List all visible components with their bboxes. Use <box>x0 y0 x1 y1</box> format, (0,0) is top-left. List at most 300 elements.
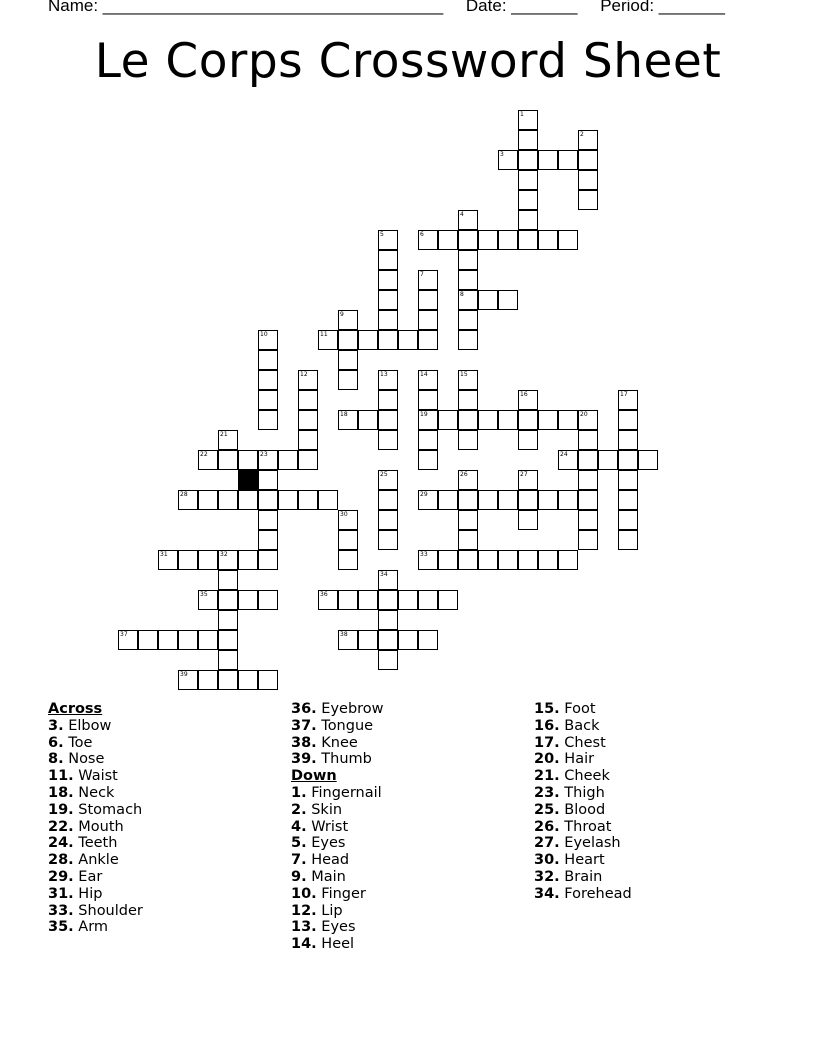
clue-item <box>48 785 278 802</box>
crossword-cell[interactable] <box>478 290 498 310</box>
cell-number: 4 <box>460 211 464 218</box>
crossword-cell[interactable] <box>478 230 498 250</box>
crossword-cell[interactable] <box>418 370 438 390</box>
clue-item <box>48 768 278 785</box>
cell-number: 12 <box>300 371 308 378</box>
crossword-cell[interactable] <box>638 450 658 470</box>
clue-text: Eyebrow <box>316 701 384 717</box>
crossword-cell[interactable] <box>578 150 598 170</box>
crossword-cell[interactable] <box>518 550 538 570</box>
crossword-cell[interactable] <box>458 270 478 290</box>
crossword-cell[interactable] <box>458 330 478 350</box>
crossword-cell[interactable] <box>198 590 218 610</box>
crossword-cell[interactable] <box>378 250 398 270</box>
crossword-cell[interactable] <box>338 510 358 530</box>
crossword-cell[interactable] <box>418 270 438 290</box>
clue-item <box>291 936 521 953</box>
crossword-cell[interactable] <box>518 170 538 190</box>
crossword-cell[interactable] <box>358 410 378 430</box>
clue-text: Thumb <box>316 751 372 768</box>
crossword-cell[interactable] <box>518 130 538 150</box>
cell-number: 35 <box>200 591 208 598</box>
clue-number: 36. <box>291 701 317 717</box>
crossword-cell[interactable] <box>618 470 638 490</box>
cell-number: 13 <box>380 371 388 378</box>
cell-number: 22 <box>200 451 208 458</box>
crossword-cell[interactable] <box>258 590 278 610</box>
clue-item <box>291 852 521 869</box>
date-field-label[interactable]: Date: _______ <box>465 0 578 15</box>
clue-number: 2. <box>291 801 307 818</box>
clue-item <box>48 919 278 936</box>
crossword-cell[interactable] <box>518 190 538 210</box>
crossword-cell[interactable] <box>498 150 518 170</box>
crossword-cell[interactable] <box>418 330 438 350</box>
crossword-cell[interactable] <box>338 370 358 390</box>
crossword-cell[interactable] <box>458 230 478 250</box>
crossword-cell[interactable] <box>378 270 398 290</box>
crossword-cell[interactable] <box>538 410 558 430</box>
crossword-cell[interactable] <box>398 630 418 650</box>
crossword-cell[interactable] <box>458 430 478 450</box>
clue-number: 26. <box>534 818 560 835</box>
crossword-cell[interactable] <box>458 410 478 430</box>
clue-item <box>534 785 764 802</box>
crossword-cell[interactable] <box>418 590 438 610</box>
period-field-label[interactable]: Period: _______ <box>600 0 725 15</box>
crossword-cell[interactable] <box>558 410 578 430</box>
clue-text: Head <box>306 852 350 869</box>
crossword-cell[interactable] <box>358 330 378 350</box>
clue-text: Blood <box>559 801 606 818</box>
clue-column-1 <box>48 701 278 936</box>
clue-item <box>48 751 278 768</box>
clue-text: Ankle <box>73 852 119 869</box>
crossword-cell[interactable] <box>378 590 398 610</box>
crossword-cell[interactable] <box>518 510 538 530</box>
cell-number: 34 <box>380 571 388 578</box>
crossword-cell[interactable] <box>218 630 238 650</box>
crossword-cell[interactable] <box>458 550 478 570</box>
crossword-cell[interactable] <box>378 310 398 330</box>
clue-text: Eyelash <box>559 835 621 852</box>
crossword-cell[interactable] <box>158 630 178 650</box>
clue-number: 14. <box>291 936 317 953</box>
crossword-cell[interactable] <box>238 450 258 470</box>
cell-number: 20 <box>580 411 588 418</box>
crossword-cell[interactable] <box>418 450 438 470</box>
crossword-cell[interactable] <box>218 590 238 610</box>
crossword-cell[interactable] <box>258 390 278 410</box>
crossword-cell[interactable] <box>438 550 458 570</box>
clue-number: 38. <box>291 734 317 751</box>
crossword-cell[interactable] <box>258 530 278 550</box>
crossword-cell[interactable] <box>418 630 438 650</box>
crossword-cell[interactable] <box>178 670 198 690</box>
crossword-cell[interactable] <box>178 550 198 570</box>
crossword-cell[interactable] <box>258 370 278 390</box>
clue-item <box>291 735 521 752</box>
cell-number: 10 <box>260 331 268 338</box>
clue-text: Toe <box>63 734 93 751</box>
crossword-cell[interactable] <box>298 390 318 410</box>
clue-text: Waist <box>73 768 118 785</box>
crossword-cell[interactable] <box>478 410 498 430</box>
crossword-cell[interactable] <box>218 550 238 570</box>
crossword-cell[interactable] <box>558 230 578 250</box>
crossword-cell[interactable] <box>498 550 518 570</box>
clue-text: Forehead <box>559 885 632 902</box>
crossword-cell[interactable] <box>578 470 598 490</box>
clue-item <box>291 919 521 936</box>
clue-item <box>534 852 764 869</box>
clue-item <box>291 835 521 852</box>
crossword-cell[interactable] <box>418 390 438 410</box>
cell-number: 21 <box>220 431 228 438</box>
clue-item <box>48 903 278 920</box>
crossword-cell[interactable] <box>378 610 398 630</box>
crossword-cell[interactable] <box>198 550 218 570</box>
cell-number: 1 <box>520 111 524 118</box>
crossword-cell[interactable] <box>338 310 358 330</box>
crossword-cell[interactable] <box>218 450 238 470</box>
crossword-cell[interactable] <box>258 670 278 690</box>
clue-number: 15. <box>534 701 560 717</box>
crossword-cell[interactable] <box>378 290 398 310</box>
crossword-cell[interactable] <box>338 350 358 370</box>
crossword-cell[interactable] <box>138 630 158 650</box>
crossword-cell[interactable] <box>378 570 398 590</box>
clue-text: Hip <box>73 885 103 902</box>
crossword-cell[interactable] <box>518 230 538 250</box>
crossword-cell[interactable] <box>298 430 318 450</box>
crossword-cell[interactable] <box>498 290 518 310</box>
crossword-cell[interactable] <box>538 230 558 250</box>
crossword-cell[interactable] <box>378 510 398 530</box>
cell-number: 3 <box>500 151 504 158</box>
crossword-cell[interactable] <box>198 490 218 510</box>
cell-number: 18 <box>340 411 348 418</box>
clue-item <box>534 835 764 852</box>
crossword-cell[interactable] <box>178 490 198 510</box>
clue-text: Chest <box>559 734 606 751</box>
clue-text: Shoulder <box>73 902 143 919</box>
crossword-cell[interactable] <box>218 610 238 630</box>
crossword-cell[interactable] <box>558 490 578 510</box>
clue-number: 19. <box>48 801 74 818</box>
crossword-cell[interactable] <box>438 410 458 430</box>
cell-number: 9 <box>340 311 344 318</box>
clue-number: 27. <box>534 835 560 852</box>
crossword-cell[interactable] <box>358 630 378 650</box>
clue-number: 12. <box>291 902 317 919</box>
crossword-cell[interactable] <box>518 410 538 430</box>
crossword-cell[interactable] <box>198 450 218 470</box>
cell-number: 15 <box>460 371 468 378</box>
crossword-cell[interactable] <box>258 330 278 350</box>
clue-text: Ear <box>73 868 103 885</box>
crossword-cell[interactable] <box>578 130 598 150</box>
crossword-cell[interactable] <box>578 530 598 550</box>
clue-text: Arm <box>73 919 109 936</box>
crossword-cell[interactable] <box>318 490 338 510</box>
crossword-cell[interactable] <box>218 570 238 590</box>
cell-number: 2 <box>580 131 584 138</box>
crossword-cell[interactable] <box>418 430 438 450</box>
clue-item <box>48 718 278 735</box>
crossword-cell[interactable] <box>618 530 638 550</box>
crossword-cell[interactable] <box>338 590 358 610</box>
crossword-cell[interactable] <box>218 490 238 510</box>
crossword-cell[interactable] <box>538 550 558 570</box>
crossword-cell[interactable] <box>198 670 218 690</box>
clue-item <box>534 802 764 819</box>
crossword-cell[interactable] <box>238 670 258 690</box>
cell-number: 31 <box>160 551 168 558</box>
crossword-cell[interactable] <box>258 490 278 510</box>
clue-number: 28. <box>48 852 74 869</box>
crossword-cell[interactable] <box>618 450 638 470</box>
crossword-cell[interactable] <box>378 630 398 650</box>
clue-number: 4. <box>291 818 307 835</box>
clue-number: 8. <box>48 751 64 768</box>
crossword-cell[interactable] <box>458 490 478 510</box>
clue-text: Heel <box>316 936 355 953</box>
crossword-cell[interactable] <box>278 450 298 470</box>
clue-item <box>48 819 278 836</box>
crossword-cell[interactable] <box>338 330 358 350</box>
clue-number: 25. <box>534 801 560 818</box>
crossword-cell[interactable] <box>258 450 278 470</box>
clue-number: 20. <box>534 751 560 768</box>
clue-number: 24. <box>48 835 74 852</box>
crossword-cell[interactable] <box>378 370 398 390</box>
crossword-cell[interactable] <box>398 590 418 610</box>
crossword-cell[interactable] <box>298 490 318 510</box>
crossword-cell[interactable] <box>458 250 478 270</box>
clue-number: 30. <box>534 852 560 869</box>
crossword-cell[interactable] <box>418 290 438 310</box>
crossword-cell[interactable] <box>498 410 518 430</box>
crossword-cell[interactable] <box>418 230 438 250</box>
clue-text: Skin <box>306 801 343 818</box>
clue-number: 16. <box>534 717 560 734</box>
clue-item <box>534 735 764 752</box>
crossword-cell[interactable] <box>518 210 538 230</box>
cell-number: 33 <box>420 551 428 558</box>
crossword-cell[interactable] <box>338 410 358 430</box>
crossword-cell[interactable] <box>278 490 298 510</box>
crossword-cell[interactable] <box>238 490 258 510</box>
crossword-cell[interactable] <box>258 350 278 370</box>
clue-item <box>534 869 764 886</box>
clue-text: Thigh <box>559 784 605 801</box>
crossword-cell[interactable] <box>218 430 238 450</box>
crossword-cell[interactable] <box>458 290 478 310</box>
clue-item <box>48 835 278 852</box>
clue-item <box>48 886 278 903</box>
crossword-cell[interactable] <box>458 510 478 530</box>
crossword-cell[interactable] <box>378 490 398 510</box>
crossword-cell[interactable] <box>518 150 538 170</box>
clue-text: Knee <box>316 734 358 751</box>
crossword-cell[interactable] <box>318 590 338 610</box>
crossword-cell[interactable] <box>238 550 258 570</box>
clue-text: Main <box>306 868 346 885</box>
crossword-cell[interactable] <box>598 450 618 470</box>
crossword-cell[interactable] <box>558 550 578 570</box>
crossword-cell[interactable] <box>618 490 638 510</box>
crossword-cell[interactable] <box>378 650 398 670</box>
crossword-cell[interactable] <box>298 370 318 390</box>
crossword-cell[interactable] <box>478 550 498 570</box>
clue-column-2 <box>291 701 521 953</box>
cell-number: 26 <box>460 471 468 478</box>
crossword-cell[interactable] <box>258 470 278 490</box>
crossword-cell[interactable] <box>518 110 538 130</box>
crossword-cell[interactable] <box>118 630 138 650</box>
crossword-cell[interactable] <box>198 630 218 650</box>
crossword-cell[interactable] <box>298 410 318 430</box>
crossword-cell[interactable] <box>378 230 398 250</box>
cell-number: 30 <box>340 511 348 518</box>
crossword-cell[interactable] <box>418 490 438 510</box>
crossword-cell[interactable] <box>378 430 398 450</box>
clue-number: 6. <box>48 734 64 751</box>
crossword-cell[interactable] <box>618 390 638 410</box>
clue-number: 35. <box>48 919 74 936</box>
crossword-cell[interactable] <box>378 530 398 550</box>
crossword-cell[interactable] <box>258 550 278 570</box>
name-field-label[interactable]: Name: ____________________________________ <box>48 0 444 15</box>
crossword-cell[interactable] <box>618 430 638 450</box>
crossword-cell[interactable] <box>538 150 558 170</box>
crossword-cell[interactable] <box>378 470 398 490</box>
crossword-cell[interactable] <box>338 550 358 570</box>
clue-text: Foot <box>559 701 596 717</box>
crossword-cell[interactable] <box>578 410 598 430</box>
clue-text: Hair <box>559 751 595 768</box>
cell-number: 36 <box>320 591 328 598</box>
clue-number: 33. <box>48 902 74 919</box>
crossword-cell[interactable] <box>238 590 258 610</box>
clue-item <box>291 869 521 886</box>
clue-text: Mouth <box>73 818 124 835</box>
crossword-cell[interactable] <box>358 590 378 610</box>
crossword-cell[interactable] <box>418 410 438 430</box>
crossword-cell[interactable] <box>398 330 418 350</box>
crossword-cell[interactable] <box>578 430 598 450</box>
crossword-cell[interactable] <box>338 530 358 550</box>
clue-item <box>48 735 278 752</box>
clue-text: Back <box>559 717 600 734</box>
crossword-cell[interactable] <box>218 650 238 670</box>
cell-number: 32 <box>220 551 228 558</box>
cell-number: 29 <box>420 491 428 498</box>
crossword-cell[interactable] <box>518 390 538 410</box>
clue-text: Heart <box>559 852 605 869</box>
crossword-cell[interactable] <box>258 510 278 530</box>
cell-number: 6 <box>420 231 424 238</box>
crossword-cell[interactable] <box>518 430 538 450</box>
crossword-cell[interactable] <box>158 550 178 570</box>
crossword-cell[interactable] <box>218 670 238 690</box>
crossword-black-cell <box>238 470 258 490</box>
clue-text: Nose <box>63 751 105 768</box>
crossword-cell[interactable] <box>458 470 478 490</box>
crossword-cell[interactable] <box>318 330 338 350</box>
crossword-cell[interactable] <box>458 390 478 410</box>
clue-number: 7. <box>291 852 307 869</box>
clue-number: 22. <box>48 818 74 835</box>
crossword-cell[interactable] <box>558 150 578 170</box>
crossword-cell[interactable] <box>338 630 358 650</box>
crossword-cell[interactable] <box>438 590 458 610</box>
crossword-cell[interactable] <box>178 630 198 650</box>
crossword-cell[interactable] <box>378 390 398 410</box>
cell-number: 11 <box>320 331 328 338</box>
crossword-cell[interactable] <box>378 410 398 430</box>
crossword-cell[interactable] <box>418 310 438 330</box>
cell-number: 39 <box>180 671 188 678</box>
crossword-cell[interactable] <box>578 490 598 510</box>
clue-text: Lip <box>316 902 343 919</box>
clue-text: Throat <box>559 818 612 835</box>
clue-number: 17. <box>534 734 560 751</box>
crossword-cell[interactable] <box>498 490 518 510</box>
crossword-cell[interactable] <box>578 190 598 210</box>
clue-text: Eyes <box>306 835 346 852</box>
crossword-cell[interactable] <box>458 370 478 390</box>
crossword-cell[interactable] <box>378 330 398 350</box>
clue-text: Eyes <box>316 919 356 936</box>
crossword-cell[interactable] <box>458 310 478 330</box>
crossword-cell[interactable] <box>418 550 438 570</box>
crossword-cell[interactable] <box>478 490 498 510</box>
clue-number: 29. <box>48 868 74 885</box>
crossword-cell[interactable] <box>578 510 598 530</box>
clue-item <box>534 768 764 785</box>
clue-item <box>534 886 764 903</box>
crossword-cell[interactable] <box>578 450 598 470</box>
crossword-cell[interactable] <box>498 230 518 250</box>
clue-item <box>291 819 521 836</box>
crossword-cell[interactable] <box>518 470 538 490</box>
crossword-cell[interactable] <box>438 230 458 250</box>
crossword-cell[interactable] <box>538 490 558 510</box>
cell-number: 14 <box>420 371 428 378</box>
clue-item <box>48 852 278 869</box>
clue-number: 39. <box>291 751 317 768</box>
crossword-cell[interactable] <box>558 450 578 470</box>
cell-number: 23 <box>260 451 268 458</box>
cell-number: 24 <box>560 451 568 458</box>
crossword-cell[interactable] <box>258 410 278 430</box>
clue-text: Tongue <box>316 717 374 734</box>
clue-number: 32. <box>534 868 560 885</box>
crossword-cell[interactable] <box>618 510 638 530</box>
clue-number: 21. <box>534 768 560 785</box>
crossword-cell[interactable] <box>518 490 538 510</box>
crossword-cell[interactable] <box>618 410 638 430</box>
crossword-cell[interactable] <box>578 170 598 190</box>
page-title: Le Corps Crossword Sheet <box>94 34 722 89</box>
crossword-cell[interactable] <box>438 490 458 510</box>
crossword-cell[interactable] <box>298 450 318 470</box>
crossword-cell[interactable] <box>458 530 478 550</box>
clue-number: 10. <box>291 885 317 902</box>
crossword-cell[interactable] <box>458 210 478 230</box>
